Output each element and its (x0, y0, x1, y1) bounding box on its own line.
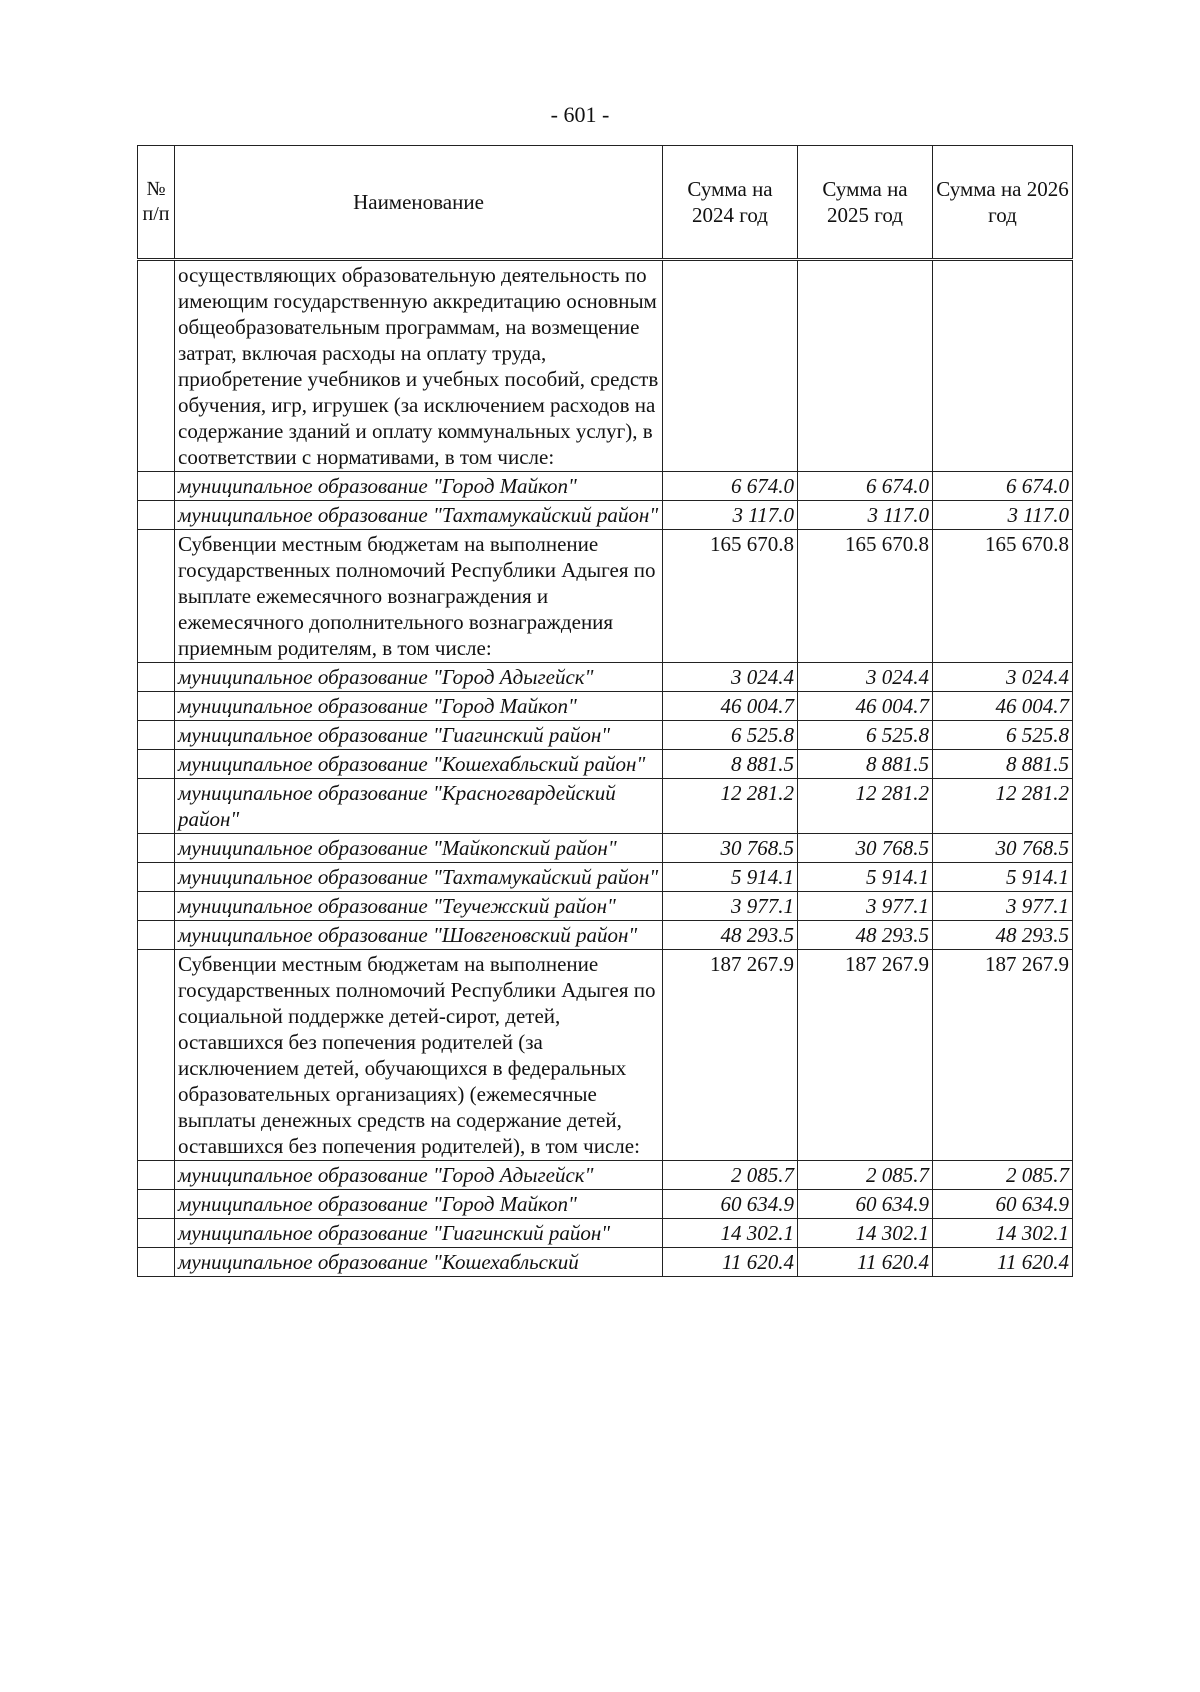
row-number-cell (138, 721, 175, 750)
row-sum-2025-cell: 2 085.7 (798, 1161, 933, 1190)
row-sum-2025-cell: 5 914.1 (798, 863, 933, 892)
row-name-cell: муниципальное образование "Город Майкоп" (175, 1190, 663, 1219)
row-sum-2024-cell: 12 281.2 (663, 779, 798, 834)
row-sum-2024-cell: 14 302.1 (663, 1219, 798, 1248)
row-number-cell (138, 692, 175, 721)
row-name-cell: муниципальное образование "Шовгеновский район" (175, 921, 663, 950)
row-sum-2026-cell: 6 525.8 (933, 721, 1073, 750)
row-name-cell: муниципальное образование "Тахтамукайский район" (175, 863, 663, 892)
row-sum-2026-cell: 60 634.9 (933, 1190, 1073, 1219)
table-row-municipality (138, 1190, 1073, 1219)
row-sum-2026-cell: 12 281.2 (933, 779, 1073, 834)
row-sum-2024-cell: 2 085.7 (663, 1161, 798, 1190)
row-name-cell: муниципальное образование "Красногвардейский район" (175, 779, 663, 834)
row-name-cell: Субвенции местным бюджетам на выполнение государственных полномочий Республики Адыгея по выплате ежемесячного вознаграждения и ежемесячного дополнительного вознаграждения приемным родителям, в том числе: (175, 530, 663, 663)
row-sum-2024-cell (663, 260, 798, 472)
row-sum-2026-cell: 14 302.1 (933, 1219, 1073, 1248)
row-sum-2026-cell: 30 768.5 (933, 834, 1073, 863)
row-number-cell (138, 834, 175, 863)
table-row-municipality (138, 834, 1073, 863)
row-number-cell (138, 663, 175, 692)
table-row-municipality (138, 501, 1073, 530)
row-sum-2024-cell: 165 670.8 (663, 530, 798, 663)
row-name-cell: муниципальное образование "Гиагинский район" (175, 1219, 663, 1248)
row-sum-2026-cell: 48 293.5 (933, 921, 1073, 950)
row-name-cell: муниципальное образование "Гиагинский район" (175, 721, 663, 750)
table-row-municipality (138, 472, 1073, 501)
row-number-cell (138, 750, 175, 779)
table-row-municipality (138, 1219, 1073, 1248)
row-sum-2025-cell: 6 525.8 (798, 721, 933, 750)
row-name-cell: муниципальное образование "Город Адыгейск" (175, 1161, 663, 1190)
row-sum-2025-cell: 11 620.4 (798, 1248, 933, 1277)
row-number-cell (138, 1190, 175, 1219)
table-row-municipality (138, 921, 1073, 950)
table-row-municipality (138, 1161, 1073, 1190)
row-number-cell (138, 530, 175, 663)
table-row-municipality (138, 750, 1073, 779)
row-sum-2024-cell: 3 117.0 (663, 501, 798, 530)
row-sum-2024-cell: 187 267.9 (663, 950, 798, 1161)
table-row-municipality (138, 663, 1073, 692)
header-sum-2024: Сумма на 2024 год (663, 146, 798, 260)
row-number-cell (138, 501, 175, 530)
row-number-cell (138, 892, 175, 921)
row-sum-2024-cell: 3 977.1 (663, 892, 798, 921)
row-name-cell: муниципальное образование "Тахтамукайский район" (175, 501, 663, 530)
row-name-cell: муниципальное образование "Город Майкоп" (175, 692, 663, 721)
header-row (138, 146, 1073, 260)
row-sum-2025-cell: 48 293.5 (798, 921, 933, 950)
row-sum-2026-cell: 165 670.8 (933, 530, 1073, 663)
row-number-cell (138, 472, 175, 501)
row-name-cell: муниципальное образование "Теучежский район" (175, 892, 663, 921)
row-sum-2026-cell: 3 977.1 (933, 892, 1073, 921)
row-sum-2026-cell: 187 267.9 (933, 950, 1073, 1161)
row-sum-2025-cell: 3 977.1 (798, 892, 933, 921)
row-name-cell: осуществляющих образовательную деятельность по имеющим государственную аккредитацию основным общеобразовательным программам, на возмещение затрат, включая расходы на оплату труда, приобретение учебников и учебных пособий, средств обучения, игр, игрушек (за исключением расходов на содержание зданий и оплату коммунальных услуг), в соответствии с нормативами, в том числе: (175, 260, 663, 472)
row-sum-2024-cell: 6 674.0 (663, 472, 798, 501)
row-sum-2025-cell: 12 281.2 (798, 779, 933, 834)
row-number-cell (138, 950, 175, 1161)
header-num: № п/п (138, 146, 175, 260)
header-sum-2026: Сумма на 2026 год (933, 146, 1073, 260)
row-sum-2026-cell: 2 085.7 (933, 1161, 1073, 1190)
row-sum-2024-cell: 46 004.7 (663, 692, 798, 721)
table-row-municipality (138, 863, 1073, 892)
row-sum-2026-cell: 11 620.4 (933, 1248, 1073, 1277)
row-sum-2025-cell (798, 260, 933, 472)
budget-table (137, 145, 1073, 1277)
header-sum-2025: Сумма на 2025 год (798, 146, 933, 260)
row-sum-2024-cell: 30 768.5 (663, 834, 798, 863)
row-sum-2024-cell: 8 881.5 (663, 750, 798, 779)
table-row-municipality (138, 692, 1073, 721)
row-number-cell (138, 921, 175, 950)
row-sum-2024-cell: 5 914.1 (663, 863, 798, 892)
row-sum-2025-cell: 187 267.9 (798, 950, 933, 1161)
page-number: - 601 - (550, 102, 610, 127)
row-sum-2025-cell: 46 004.7 (798, 692, 933, 721)
row-sum-2026-cell: 6 674.0 (933, 472, 1073, 501)
row-sum-2025-cell: 8 881.5 (798, 750, 933, 779)
row-name-cell: муниципальное образование "Город Майкоп" (175, 472, 663, 501)
row-sum-2025-cell: 30 768.5 (798, 834, 933, 863)
table-body (138, 260, 1073, 1277)
table-row-subvention (138, 260, 1073, 472)
row-sum-2024-cell: 48 293.5 (663, 921, 798, 950)
row-sum-2026-cell: 8 881.5 (933, 750, 1073, 779)
row-sum-2026-cell: 5 914.1 (933, 863, 1073, 892)
row-name-cell: муниципальное образование "Город Адыгейск" (175, 663, 663, 692)
row-name-cell: муниципальное образование "Кошехабльский район" (175, 750, 663, 779)
row-sum-2026-cell: 46 004.7 (933, 692, 1073, 721)
row-number-cell (138, 1248, 175, 1277)
row-sum-2026-cell: 3 117.0 (933, 501, 1073, 530)
row-number-cell (138, 1161, 175, 1190)
row-sum-2025-cell: 60 634.9 (798, 1190, 933, 1219)
table-row-municipality (138, 779, 1073, 834)
row-sum-2025-cell: 3 117.0 (798, 501, 933, 530)
row-name-cell: Субвенции местным бюджетам на выполнение государственных полномочий Республики Адыгея по социальной поддержке детей-сирот, детей, оставшихся без попечения родителей (за исключением детей, обучающихся в федеральных образовательных организациях) (ежемесячные выплаты денежных средств на содержание детей, оставшихся без попечения родителей), в том числе: (175, 950, 663, 1161)
row-number-cell (138, 863, 175, 892)
header-name: Наименование (175, 146, 663, 260)
row-sum-2024-cell: 11 620.4 (663, 1248, 798, 1277)
row-sum-2024-cell: 60 634.9 (663, 1190, 798, 1219)
table-header (138, 146, 1073, 260)
row-sum-2024-cell: 3 024.4 (663, 663, 798, 692)
row-sum-2024-cell: 6 525.8 (663, 721, 798, 750)
row-sum-2025-cell: 3 024.4 (798, 663, 933, 692)
table-row-municipality (138, 721, 1073, 750)
row-number-cell (138, 260, 175, 472)
row-number-cell (138, 1219, 175, 1248)
table-row-subvention (138, 950, 1073, 1161)
row-number-cell (138, 779, 175, 834)
table-row-municipality (138, 1248, 1073, 1277)
table-row-subvention (138, 530, 1073, 663)
row-name-cell: муниципальное образование "Майкопский район" (175, 834, 663, 863)
row-name-cell: муниципальное образование "Кошехабльский (175, 1248, 663, 1277)
row-sum-2026-cell (933, 260, 1073, 472)
table-row-municipality (138, 892, 1073, 921)
row-sum-2026-cell: 3 024.4 (933, 663, 1073, 692)
row-sum-2025-cell: 14 302.1 (798, 1219, 933, 1248)
row-sum-2025-cell: 6 674.0 (798, 472, 933, 501)
row-sum-2025-cell: 165 670.8 (798, 530, 933, 663)
